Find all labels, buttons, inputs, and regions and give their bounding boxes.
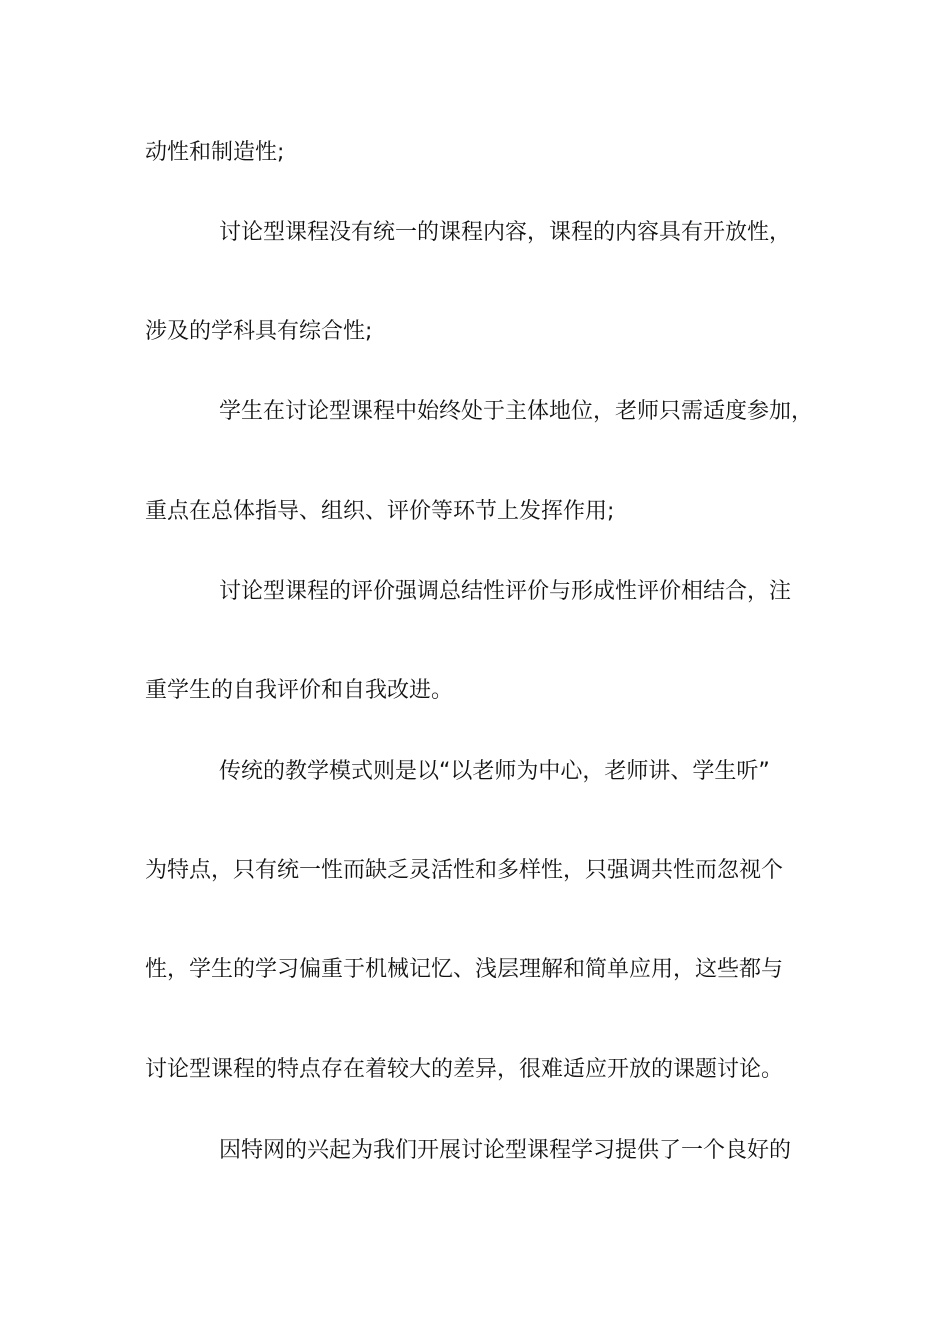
text-line-9: 为特点，只有统一性而缺乏灵活性和多样性，只强调共性而忽视个 <box>145 858 784 883</box>
text-line-8: 传统的教学模式则是以“以老师为中心，老师讲、学生听” <box>219 759 770 784</box>
text-line-5: 重点在总体指导、组织、评价等环节上发挥作用; <box>145 499 615 524</box>
text-line-11: 讨论型课程的特点存在着较大的差异，很难适应开放的课题讨论。 <box>145 1057 784 1082</box>
text-line-2: 讨论型课程没有统一的课程内容，课程的内容具有开放性， <box>219 220 792 245</box>
text-line-12: 因特网的兴起为我们开展讨论型课程学习提供了一个良好的 <box>219 1138 792 1163</box>
text-line-3: 涉及的学科具有综合性; <box>145 319 373 344</box>
text-line-4: 学生在讨论型课程中始终处于主体地位，老师只需适度参加， <box>219 399 814 424</box>
text-line-1: 动性和制造性; <box>145 140 285 165</box>
text-line-6: 讨论型课程的评价强调总结性评价与形成性评价相结合，注 <box>219 579 792 604</box>
text-line-7: 重学生的自我评价和自我改进。 <box>145 678 454 703</box>
text-line-10: 性，学生的学习偏重于机械记忆、浅层理解和简单应用，这些都与 <box>145 957 784 982</box>
